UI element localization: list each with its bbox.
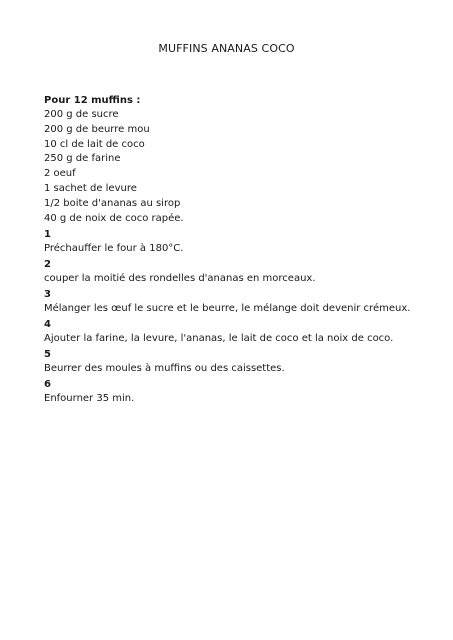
step-text: couper la moitié des rondelles d'ananas en morceaux. [44,273,316,285]
ingredient-item: 1/2 boite d'ananas au sirop [44,197,181,209]
step-number: 4 [44,319,51,331]
step-item [44,378,444,406]
step-number: 5 [44,349,51,361]
ingredient-item: 200 g de sucre [44,109,119,120]
step-item [44,348,444,376]
step-list [44,228,444,406]
ingredient-item: 40 g de noix de coco rapée. [44,212,184,224]
step-item [44,288,444,316]
step-text: Ajouter la farine, la levure, l'ananas, le lait de coco et la noix de coco. [44,333,394,345]
step-text: Mélanger les œuf le sucre et le beurre, le mélange doit devenir crémeux. [44,303,411,315]
ingredient-item: 200 g de beurre mou [44,123,150,135]
step-text: Beurrer des moules à muffins ou des caissettes. [44,363,285,375]
ingredient-list [44,108,444,226]
yield-label: Pour 12 muffins : [44,95,141,106]
recipe-body [44,94,444,406]
step-number: 6 [44,379,51,391]
ingredient-item: 250 g de farine [44,153,121,165]
step-text: Préchauffer le four à 180°C. [44,243,184,255]
ingredient-item: 1 sachet de levure [44,182,137,194]
ingredient-item: 10 cl de lait de coco [44,138,145,150]
step-item [44,258,444,286]
step-item [44,228,444,256]
step-number: 1 [44,229,51,241]
ingredient-item: 2 oeuf [44,168,76,180]
step-text: Enfourner 35 min. [44,393,135,405]
step-number: 2 [44,259,51,271]
step-number: 3 [44,289,51,301]
recipe-title: MUFFINS ANANAS COCO [158,42,295,55]
step-item [44,318,444,346]
